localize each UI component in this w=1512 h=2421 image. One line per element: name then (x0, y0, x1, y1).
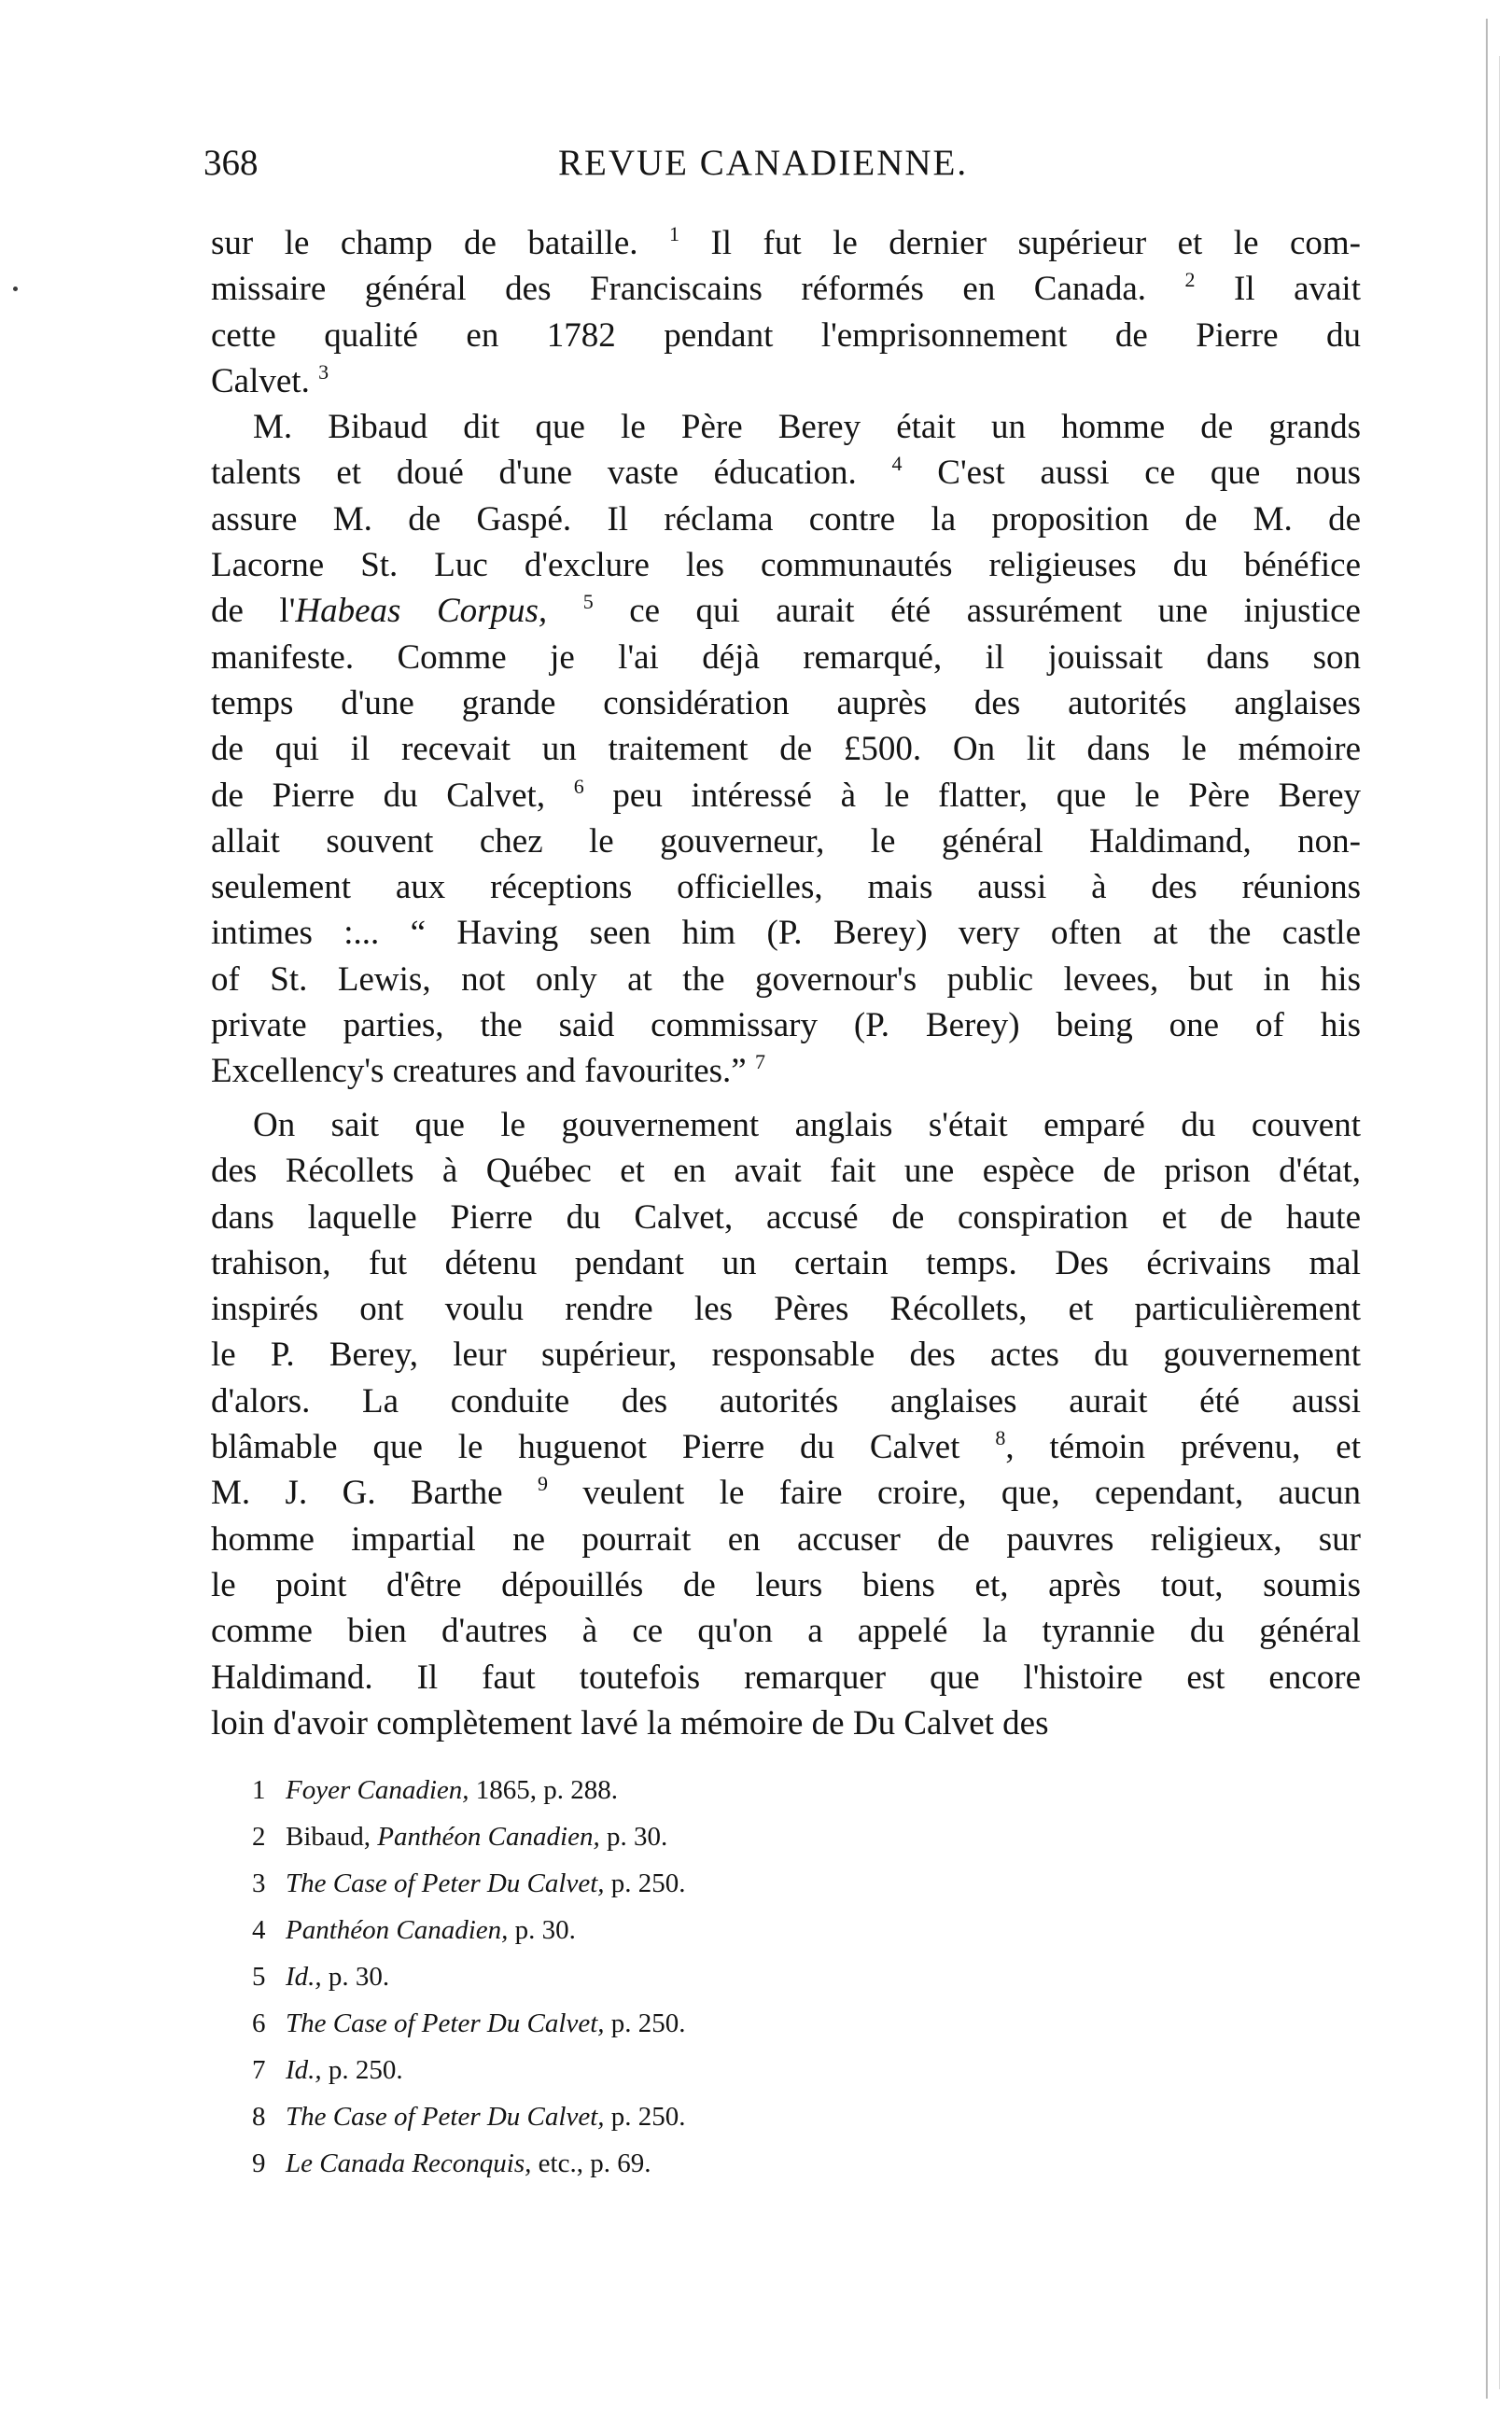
text-line (211, 1332, 1361, 1378)
text-run: trahison, fut détenu pendant un certain temps. Des écrivains mal (211, 1243, 1361, 1282)
text-run: ce qui aurait été assurément une injustice (593, 592, 1361, 631)
footnote-item (252, 2047, 1092, 2093)
text-run: peu intéressé à le flatter, que le Père Berey (583, 776, 1361, 815)
text-line (211, 1148, 1361, 1194)
footnote-reference: 6 (573, 774, 584, 798)
italic-title: Id., (286, 2055, 322, 2085)
text-run (547, 592, 583, 630)
text-run: Bibaud, (286, 1822, 378, 1852)
footnote-reference: 7 (754, 1050, 765, 1074)
footnote-reference: 8 (995, 1426, 1006, 1450)
text-run: seulement aux réceptions officielles, mais aussi à des réunions (211, 868, 1361, 907)
footnote-item (252, 2093, 1092, 2140)
text-line (211, 773, 1361, 819)
text-line (211, 726, 1361, 772)
text-run: 1865, p. 288. (469, 1775, 619, 1805)
text-line (211, 266, 1361, 312)
text-line (211, 1517, 1361, 1562)
text-line (211, 450, 1361, 496)
text-run: des Récollets à Québec et en avait fait une espèce de prison d'état, (211, 1152, 1361, 1191)
text-run: p. 30. (321, 1962, 390, 1992)
text-run: talents et doué d'une vaste éducation. (211, 454, 892, 493)
text-line (211, 680, 1361, 726)
running-header (203, 142, 1370, 198)
footnotes (252, 1767, 1092, 2187)
text-run: p. 250. (604, 2008, 686, 2038)
text-run: cette qualité en 1782 pendant l'emprisonnement de Pierre du (211, 315, 1361, 355)
text-run: dans laquelle Pierre du Calvet, accusé de conspiration et de haute (211, 1197, 1361, 1237)
text-run: p. 250. (321, 2055, 403, 2085)
text-run: Il avait (1195, 270, 1361, 309)
text-run: sur le champ de bataille. (211, 224, 669, 262)
text-run: etc., p. 69. (531, 2148, 651, 2178)
text-line (211, 588, 1361, 634)
body-paragraph-2 (211, 1102, 1361, 1746)
italic-title: Le Canada Reconquis, (286, 2148, 532, 2178)
text-line (211, 1608, 1361, 1654)
footnote-item (252, 1907, 1092, 1953)
text-line (211, 1240, 1361, 1286)
text-run: blâmable que le huguenot Pierre du Calvet (211, 1428, 996, 1467)
footnote-item (252, 2000, 1092, 2047)
text-line (211, 1286, 1361, 1332)
text-line (211, 1562, 1361, 1608)
text-line (211, 1470, 1361, 1516)
text-run: p. 250. (604, 2102, 686, 2132)
body-paragraph-1 (211, 220, 1361, 1095)
text-line (211, 313, 1361, 358)
text-run: intimes :... “ Having seen him (P. Berey) very often at the castle (211, 914, 1361, 953)
text-run: Il fut le dernier supérieur et le com- (679, 224, 1362, 262)
text-line (211, 404, 1361, 450)
italic-title: Panthéon Canadien, (286, 1915, 509, 1945)
text-line (211, 1378, 1361, 1424)
footnote-reference: 1 (668, 222, 679, 245)
text-line (211, 1102, 1361, 1148)
italic-title: Id., (286, 1962, 322, 1992)
text-line (211, 1424, 1361, 1470)
footnote-item (252, 1767, 1092, 1813)
footnote-reference: 4 (891, 452, 903, 476)
footnote-number: 6 (252, 2008, 266, 2038)
text-run: inspirés ont voulu rendre les Pères Récollets, et particulièrement (211, 1290, 1361, 1329)
text-run: , témoin prévenu, et (1005, 1428, 1361, 1467)
text-run: loin d'avoir complètement lavé la mémoire de Du Calvet des (211, 1703, 1049, 1742)
text-run: manifeste. Comme je l'ai déjà remarqué, il jouissait dans son (211, 637, 1361, 677)
text-run: d'alors. La conduite des autorités anglaises aurait été aussi (211, 1381, 1361, 1420)
stray-ink-mark (13, 287, 18, 291)
text-line (211, 1195, 1361, 1240)
text-line (211, 635, 1361, 680)
text-run: C'est aussi ce que nous (902, 454, 1361, 493)
text-line (211, 358, 1361, 404)
text-line (211, 864, 1361, 910)
italic-title: Habeas Corpus, (295, 592, 548, 631)
italic-title: Foyer Canadien, (286, 1775, 469, 1805)
text-line (211, 1002, 1361, 1048)
text-run: veulent le faire croire, que, cependant, aucun (548, 1474, 1361, 1513)
text-line (211, 819, 1361, 864)
text-run: le point d'être dépouillés de leurs biens et, après tout, soumis (211, 1565, 1361, 1604)
footnote-reference: 9 (538, 1472, 549, 1496)
text-run: temps d'une grande considération auprès des autorités anglaises (211, 683, 1361, 722)
running-title: REVUE CANADIENNE. (558, 143, 969, 183)
text-run: Excellency's creatures and favourites.” (211, 1052, 755, 1091)
italic-title: The Case of Peter Du Calvet, (286, 1868, 605, 1898)
text-run: Haldimand. Il faut toutefois remarquer que l'histoire est encore (211, 1658, 1361, 1697)
italic-title: The Case of Peter Du Calvet, (286, 2102, 605, 2132)
page-number: 368 (203, 143, 259, 183)
scan-edge-line-secondary (1499, 56, 1500, 2389)
footnote-item (252, 1860, 1092, 1907)
text-run: assure M. de Gaspé. Il réclama contre la proposition de M. de (211, 499, 1361, 539)
text-run: p. 250. (604, 1868, 686, 1898)
text-run: missaire général des Franciscains réformés en Canada. (211, 270, 1185, 309)
text-run: On sait que le gouvernement anglais s'était emparé du couvent (253, 1106, 1361, 1144)
text-run: de Pierre du Calvet, (211, 776, 574, 815)
italic-title: Panthéon Canadien, (377, 1822, 600, 1852)
text-run: de qui il recevait un traitement de £500. On lit dans le mémoire (211, 730, 1361, 769)
text-run: le P. Berey, leur supérieur, responsable des actes du gouvernement (211, 1336, 1361, 1375)
text-run: allait souvent chez le gouverneur, le général Haldimand, non- (211, 821, 1361, 861)
footnote-reference: 3 (318, 359, 329, 384)
text-line (211, 1048, 1361, 1094)
footnote-number: 7 (252, 2055, 266, 2085)
footnote-number: 8 (252, 2102, 266, 2132)
footnote-item (252, 2140, 1092, 2187)
footnote-reference: 5 (582, 590, 594, 614)
text-run: M. J. G. Barthe (211, 1474, 539, 1513)
text-run: Lacorne St. Luc d'exclure les communautés religieuses du bénéfice (211, 546, 1361, 585)
italic-title: The Case of Peter Du Calvet, (286, 2008, 605, 2038)
text-line (211, 220, 1361, 266)
text-line (211, 910, 1361, 956)
text-line (211, 957, 1361, 1002)
footnote-item (252, 1813, 1092, 1860)
footnote-reference: 2 (1184, 268, 1196, 292)
text-run: p. 30. (599, 1822, 668, 1852)
footnote-number: 5 (252, 1962, 266, 1992)
text-run: of St. Lewis, not only at the governour's public levees, but in his (211, 959, 1361, 999)
footnote-number: 3 (252, 1868, 266, 1898)
text-line (211, 497, 1361, 542)
scan-edge-line (1486, 19, 1488, 2399)
text-line (211, 1655, 1361, 1700)
footnote-item (252, 1953, 1092, 2000)
text-line (211, 1700, 1361, 1746)
text-run: de l' (211, 592, 296, 631)
footnote-number: 4 (252, 1915, 266, 1945)
text-run: Calvet. (211, 361, 319, 400)
text-run: p. 30. (508, 1915, 576, 1945)
text-run: comme bien d'autres à ce qu'on a appelé la tyrannie du général (211, 1612, 1361, 1651)
footnote-number: 2 (252, 1822, 266, 1852)
footnote-number: 9 (252, 2148, 266, 2178)
text-run: homme impartial ne pourrait en accuser de pauvres religieux, sur (211, 1519, 1361, 1559)
text-run: M. Bibaud dit que le Père Berey était un homme de grands (253, 408, 1361, 447)
text-run: private parties, the said commissary (P. Berey) being one of his (211, 1006, 1361, 1045)
text-line (211, 542, 1361, 588)
footnote-number: 1 (252, 1775, 266, 1805)
